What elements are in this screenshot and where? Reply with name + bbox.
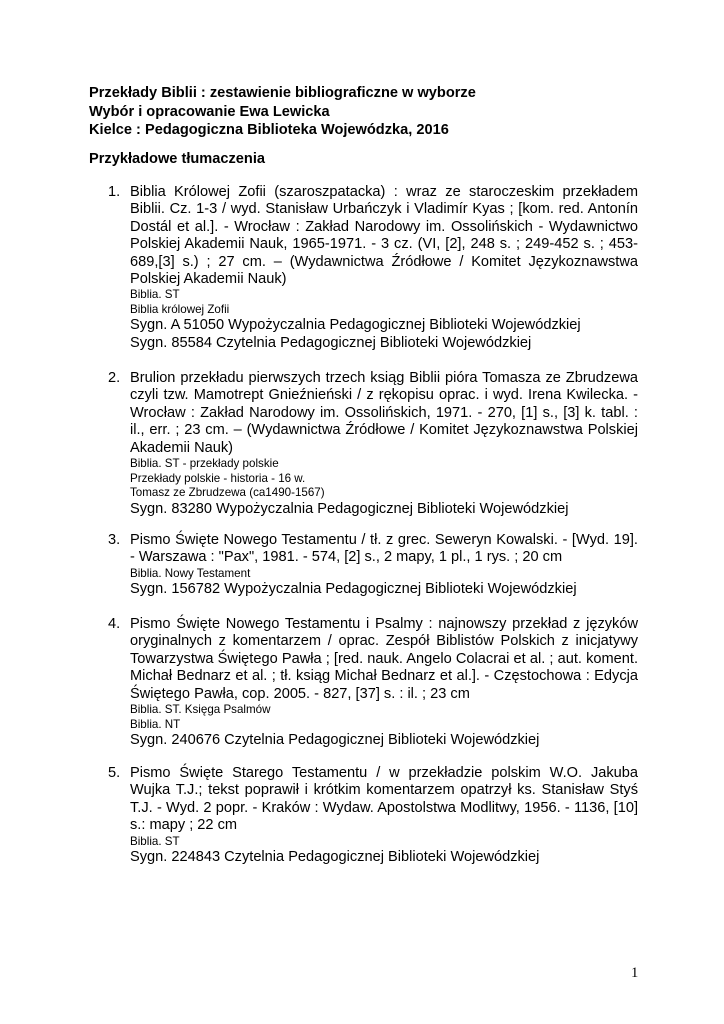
entry-subject: Biblia. ST - przekłady polskie <box>130 457 279 471</box>
entry-signature: Sygn. 156782 Wypożyczalnia Pedagogicznej Biblioteki Wojewódzkiej <box>130 581 577 598</box>
entry-subject: Biblia. NT <box>130 717 181 731</box>
entry-signature: Sygn. A 51050 Wypożyczalnia Pedagogicznej Biblioteki Wojewódzkiej <box>130 317 581 334</box>
entry-signature: Sygn. 85584 Czytelnia Pedagogicznej Biblioteki Wojewódzkiej <box>130 334 532 351</box>
entry-number: 5. <box>108 765 121 781</box>
entry-number: 1. <box>108 184 121 200</box>
entry-subject: Biblia. ST. Księga Psalmów <box>130 703 271 717</box>
entry-signature: Sygn. 224843 Czytelnia Pedagogicznej Biblioteki Wojewódzkiej <box>130 849 540 866</box>
entry-signature: Sygn. 240676 Czytelnia Pedagogicznej Biblioteki Wojewódzkiej <box>130 732 540 749</box>
entry-description: Brulion przekładu pierwszych trzech ksiąg Biblii pióra Tomasza ze Zbrudzewa czyli tzw. Mamotrept Gnieźnieński / z rękopisu oprac. i wyd. Irena Kwilecka. - Wrocław : Zakład Narodowy im. Ossolińskich, 1971. - 270, [1] s., [3] k. tabl. : il., err. ; 23 cm. – (Wydawnictwa Źródłowe / Komitet Językoznawstwa Polskiej Akademii Nauk) <box>130 370 638 456</box>
entry-subject: Przekłady polskie - historia - 16 w. <box>130 471 306 485</box>
entry-signature: Sygn. 83280 Wypożyczalnia Pedagogicznej Biblioteki Wojewódzkiej <box>130 500 569 517</box>
entry-subject: Biblia królowej Zofii <box>130 302 230 316</box>
entry-number: 4. <box>108 616 121 632</box>
document-editor: Wybór i opracowanie Ewa Lewicka <box>89 103 330 120</box>
entry-subject: Biblia. Nowy Testament <box>130 566 251 580</box>
document-header <box>89 84 649 140</box>
section-title: Przykładowe tłumaczenia <box>89 151 266 167</box>
entry-description: Pismo Święte Nowego Testamentu / tł. z grec. Seweryn Kowalski. - [Wyd. 19]. - Warszawa : "Pax", 1981. - 574, [2] s., 2 mapy, 1 pl., 1 rys. ; 20 cm <box>130 532 638 566</box>
entry-number: 2. <box>108 370 121 386</box>
entry-description: Pismo Święte Nowego Testamentu i Psalmy : najnowszy przekład z języków oryginalnych z komentarzem / oprac. Zespół Biblistów Polskich z inicjatywy Towarzystwa Świętego Pawła ; [red. nauk. Angelo Colacrai et al. ; aut. koment. Michał Bednarz et al. ; tł. ksiąg Michał Bednarz et al.]. - Częstochowa : Edycja Świętego Pawła, cop. 2005. - 827, [37] s. : il. ; 23 cm <box>130 616 638 702</box>
entry-description: Biblia Królowej Zofii (szaroszpatacka) : wraz ze staroczeskim przekładem Biblii. Cz. 1-3 / wyd. Stanisław Urbańczyk i Vladimír Kyas ; [kom. red. Antonín Dostál et al.]. - Wrocław : Zakład Narodowy im. Ossolińskich - Wydawnictwo Polskiej Akademii Nauk, 1965-1971. - 3 cz. (VI, [2], 248 s. ; 249-452 s. ; 453-689,[3] s.) ; 27 cm. – (Wydawnictwa Źródłowe / Komitet Językoznawstwa Polskiej Akademii Nauk) <box>130 184 638 288</box>
entry-subject: Biblia. ST <box>130 834 180 848</box>
document-title: Przekłady Biblii : zestawienie bibliograficzne w wyborze <box>89 85 476 101</box>
entry-subject: Biblia. ST <box>130 288 180 302</box>
document-publisher: Kielce : Pedagogiczna Biblioteka Wojewódzka, 2016 <box>89 122 449 138</box>
entry-number: 3. <box>108 532 121 548</box>
entry-subject: Tomasz ze Zbrudzewa (ca1490-1567) <box>130 486 325 500</box>
page-number: 1 <box>631 965 639 981</box>
entry-description: Pismo Święte Starego Testamentu / w przekładzie polskim W.O. Jakuba Wujka T.J.; tekst poprawił i krótkim komentarzem opatrzył ks. Stanisław Styś T.J. - Wyd. 2 popr. - Kraków : Wydaw. Apostolstwa Modlitwy, 1956. - 1136, [10] s.: mapy ; 22 cm <box>130 765 638 834</box>
